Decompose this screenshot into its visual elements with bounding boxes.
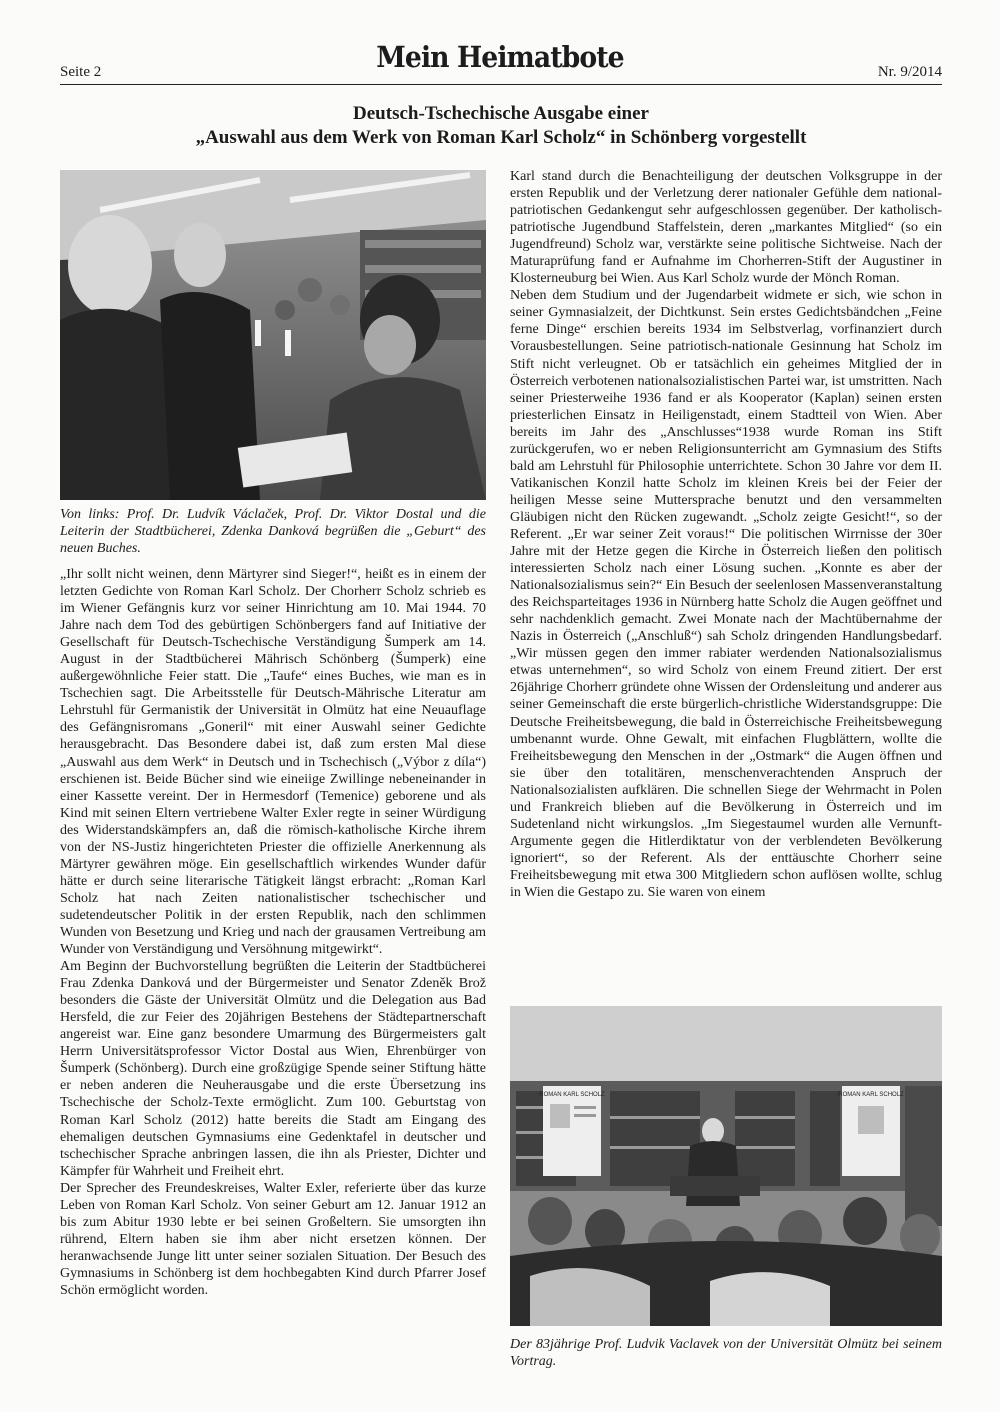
right-paragraph: Neben dem Studium und der Jugendarbeit widmete er sich, wie schon in seiner Gymnasialzeit, der Dichtkunst. Sein erstes Gedichtsbändchen „Feine ferne Dinge“ erschien bereits 1934 im Selbstverlag, vorfinanziert durch Vorausbestellungen. Seine patriotisch-nationale Gesinnung hat Scholz im Stift nicht verleugnet. Ob er tatsächlich ein geheimes Mitglied der in Österreich verbotenen nationalsozialistischen Partei war, ist umstritten. Nach seiner Priesterweihe 1936 fand er als Kooperator (Kaplan) seinen ersten priesterlichen Einsatz in Heiligenstadt, einem Stadtteil von Wien. Aber bereits im Jahr des „Anschlusses“1938 wurde Roman ins Stift zurückgerufen, wo er neben Religionsunterricht am Gymnasium des Stifts bald am Lehrstuhl für Philosophie unterrichtete. Schon 30 Jahre vor dem II. Vatikanischen Konzil hatte Scholz im kleinen Kreis bei der Feier der heiligen Messe seine Muttersprache benutzt und den versammelten Gläubigen nicht den Rücken zugewandt. „Scholz zeigte Gesicht!“, so der Referent. „Er war seiner Zeit voraus!“ Die politischen Wirrnisse der 30er Jahre mit der Hetze gegen die Kirche in Österreich ließen den politisch interessierten Scholz nach einer Lösung suchen. „Konnte es aber der Nationalsozialismus sein?“ Ein Besuch der seelenlosen Massenveranstaltung des Reichsparteitages 1936 in Nürnberg hatte Scholz die Augen geöffnet und sehr nachdenklich gemacht. Zwei Monate nach der Machtübernahme der Nazis in Österreich („Anschluß“) sah Scholz dringenden Handlungsbedarf. „Wir müssen gegen den immer rabiater werdenden Nationalsozialismus etwas unternehmen“, so wird Scholz von einem Freund zitiert. Der erst 26jährige Chorherr gründete ohne Wissen der Ordensleitung und anderer aus seiner Gemeinschaft die erste bürgerlich-christliche Widerstandsgruppe: Die Deutsche Freiheitsbewegung, die bald in Österreichische Freiheitsbewegung umbenannt wurde. Ohne Gewalt, mit einfachen Flugblättern, wollte die Freiheitsbewegung den Menschen in der „Ostmark“ die Augen öffnen und sie über den totalitären, menschenverachtenden Anspruch der Nationalsozialisten aufklären. Die schnellen Siege der Wehrmacht in Polen und Frankreich blieben auf die Bevölkerung in Österreich und im Sudetenland nicht wirkungslos. „Im Siegestaumel wurden alle Vernunft-Argumente gegen die Hitlerdiktatur von der verblendeten Bevölkerung ignoriert“, so der Referent. Als der enttäuschte Chorherr seine Freiheitsbewegung mit etwa 300 Mitgliedern schon auflösen wollte, schlug in Wien die Gestapo zu. Sie waren von einem xyxy=(510,288,942,900)
photo-lecture xyxy=(510,1006,942,1326)
article-headline xyxy=(60,102,942,150)
left-paragraph: „Ihr sollt nicht weinen, denn Märtyrer sind Sieger!“, heißt es in einem der letzten Gedichte von Roman Karl Scholz. Der Chorherr Scholz schrieb es im Wiener Gefängnis kurz vor seiner Hinrichtung am 10. Mai 1944. 70 Jahre nach dem Tod des gebürtigen Schönbergers fand auf Initiative der Gesellschaft für Deutsch-Tschechische Verständigung Šumperk am 14. August in der Stadtbücherei Mährisch Schönberg (Šumperk) eine außergewöhnliche Feier statt. Die „Taufe“ eines Buches, wie man es in Tschechien sagt. Die Arbeitsstelle für Deutsch-Mährische Literatur am Lehrstuhl für Germanistik der Universität in Olmütz hat eine Neuauflage des Gefängnisromans „Goneril“ mit einer Auswahl seiner Gedichte herausgebracht. Das Besondere dabei ist, daß zum ersten Mal diese „Auswahl aus dem Werk“ in Deutsch und in Tschechisch („Výbor z díla“) erschienen ist. Beide Bücher sind wie eineiige Zwillinge nebeneinander in einer Kassette vereint. Der in Hermesdorf (Temenice) geborene und als Kind mit seinen Eltern vertriebene Walter Exler regte in seiner Würdigung des Widerstandskämpfers an, daß die römisch-katholische Kirche ihrem von der NS-Justiz hingerichteten Priester die offizielle Anerkennung als Märtyrer gewähren möge. Ein gesellschaftlich wirkendes Wunder dafür hätte er durch seine literarische Tätigkeit längst erbracht: „Roman Karl Scholz hat nach Zeiten nationalistischer tschechischer und sudetendeutscher Politik in der ersten Republik, nach den schlimmen Wunden von Besetzung und Krieg und nach der grausamen Vertreibung am Wunder von Verständigung und Versöhnung mitgewirkt“. xyxy=(60,567,486,958)
article-column-left xyxy=(60,566,486,1299)
right-paragraph: Karl stand durch die Benachteiligung der deutschen Volksgruppe in der ersten Republik und der Verletzung derer nationaler Gefühle dem national-patriotischen Gedankengut sehr aufgeschlossen gegenüber. Der katholisch-patriotische Jugendbund Staffelstein, deren „markantes Mitglied“ (so ein Jugendfreund) Scholz war, verstärkte seine politische Sichtweise. Nach der Maturaprüfung fand er Aufnahme im Chorherren-Stift der Augustiner in Klosterneuburg bei Wien. Aus Karl Scholz wurde der Mönch Roman. xyxy=(510,169,942,287)
toast-photo-illustration xyxy=(60,170,486,500)
page-number: Seite 2 xyxy=(60,64,102,80)
headline-line-2: „Auswahl aus dem Werk von Roman Karl Scholz“ in Schönberg vorgestellt xyxy=(195,127,807,148)
header-rule xyxy=(60,84,942,85)
issue-number: Nr. 9/2014 xyxy=(877,64,942,80)
photo-lecture-caption: Der 83jährige Prof. Ludvik Vaclavek von der Universität Olmütz bei seinem Vortrag. xyxy=(510,1337,942,1369)
photo-toast xyxy=(60,170,486,500)
photo-toast-caption: Von links: Prof. Dr. Ludvík Václaček, Prof. Dr. Viktor Dostal und die Leiterin der Stadtbücherei, Zdenka Danková begrüßen die „Geburt“ des neuen Buches. xyxy=(60,507,486,556)
headline-line-1: Deutsch-Tschechische Ausgabe einer xyxy=(353,103,649,124)
poster-left-title: ROMAN KARL SCHOLZ xyxy=(539,1092,605,1098)
lecture-photo-illustration xyxy=(510,1006,942,1326)
left-paragraph: Der Sprecher des Freundeskreises, Walter Exler, referierte über das kurze Leben von Roman Karl Scholz. Von seiner Geburt am 12. Januar 1912 an bis zum Abitur 1930 lebte er bei seinen Großeltern. Sie umsorgten ihn rührend, Eltern haben sie ihm aber nicht ersetzen können. Der heranwachsende Junge litt unter seiner sozialen Situation. Der Besuch des Gymnasiums in Schönberg ist dem hochbegabten Kind durch Pfarrer Josef Schön ermöglicht worden. xyxy=(60,1180,486,1298)
article-column-right xyxy=(510,168,942,901)
left-paragraph: Am Beginn der Buchvorstellung begrüßten die Leiterin der Stadtbücherei Frau Zdenka Danková und der Bürgermeister und Senator Zdeněk Brož besonders die Gäste der Universität Olmütz und die Delegation aus Bad Hersfeld, die zur Feier des 20jährigen Bestehens der Städtepartnerschaft angereist war. Eine ganz besondere Umarmung des Bürgermeisters galt Herrn Universitätsprofessor Victor Dostal aus Wien, Ehrenbürger von Šumperk (Schönberg). Durch eine großzügige Spende seiner Stiftung hätte er neben anderen die Neuherausgabe und die erste Übersetzung ins Tschechische der Scholz-Texte ermöglicht. Zum 100. Geburtstag von Roman Karl Scholz (2012) hatte bereits die Stadt am Eingang des ehemaligen deutschen Gymnasiums eine Gedenktafel in deutscher und tschechischer Sprache anbringen lassen, die ihn als Priester, Dichter und Kämpfer für Wahrheit und Freiheit ehrt. xyxy=(60,959,486,1179)
poster-right-title: ROMAN KARL SCHOLZ xyxy=(838,1092,904,1098)
masthead-logo: Mein Heimatbote xyxy=(376,40,624,74)
